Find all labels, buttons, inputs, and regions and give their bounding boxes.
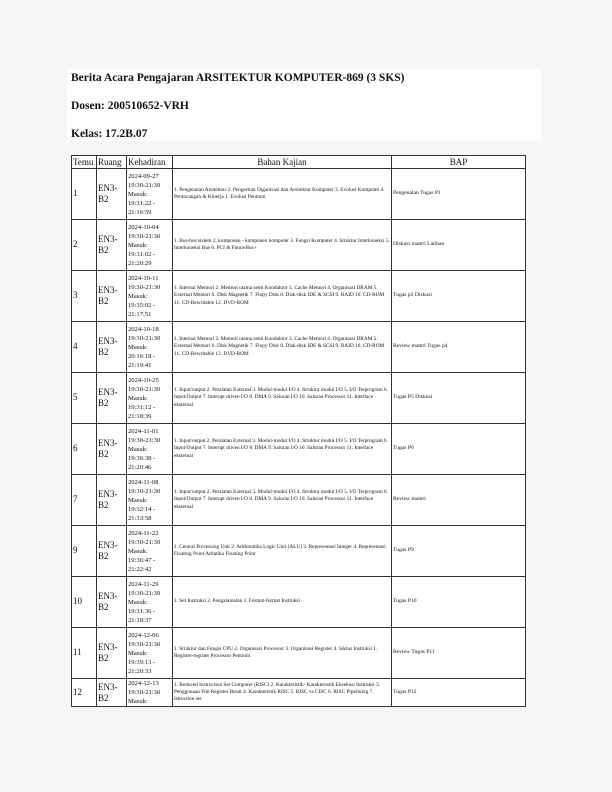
- attendance-time: 19:30-21:30: [128, 385, 161, 393]
- attendance-time: 19:30-21:30: [128, 538, 161, 546]
- attendance-masuk: Masuk:: [128, 394, 148, 402]
- meeting-number: 11: [72, 628, 97, 679]
- bap-cell: Tugas P6: [392, 424, 526, 475]
- bap-cell: Tugas p3 Diskusi: [392, 271, 526, 322]
- meeting-number: 9: [72, 526, 97, 577]
- attendance-masuk: Masuk:: [128, 190, 148, 198]
- meeting-number: 10: [72, 577, 97, 628]
- meeting-number: 1: [72, 169, 97, 220]
- class-id: Kelas: 17.2B.07: [71, 128, 148, 140]
- table-row: [72, 679, 526, 707]
- room-cell: EN3-B2: [97, 526, 127, 577]
- attendance-cell: [127, 373, 173, 424]
- attendance-date: 2024-11-08: [128, 478, 159, 486]
- table-row: [72, 220, 526, 271]
- attendance-cell: [127, 679, 173, 707]
- table-row: [72, 169, 526, 220]
- attendance-hadir: 19:31:22 - 21:16:59: [128, 199, 156, 216]
- lecturer-id: Dosen: 200510652-VRH: [71, 100, 189, 112]
- course-material-cell: 1. Bus-bus sistem 2. komponen - komponen komputer 3. Fungsi Komputer 4. Struktur Interkoneksi 5. Interkoneksi Bus 6. PCI & FutureBus+: [173, 220, 392, 271]
- room-cell: EN3-B2: [97, 577, 127, 628]
- table-row: [72, 424, 526, 475]
- attendance-masuk: Masuk:: [128, 649, 148, 657]
- attendance-date: 2024-10-11: [128, 274, 159, 282]
- table-row: [72, 271, 526, 322]
- room-cell: EN3-B2: [97, 271, 127, 322]
- attendance-masuk: Masuk:: [128, 496, 148, 504]
- bap-cell: Pengenalan Tugas P1: [392, 169, 526, 220]
- attendance-time: 19:30-21:30: [128, 232, 161, 240]
- course-material-cell: 1. Set Instruksi 2. Pengalamatan 1. Format-format Instruksi: [173, 577, 392, 628]
- attendance-masuk: Masuk:: [128, 698, 148, 705]
- table-row: [72, 475, 526, 526]
- attendance-date: 2024-12-06: [128, 631, 159, 639]
- room-cell: EN3-B2: [97, 169, 127, 220]
- bap-cell: Tugas P9: [392, 526, 526, 577]
- course-material-cell: 1. Pengenalan Arsitektur 2. Pengertian Organisasi dan Arsitektur Komputer 3. Evolusi Komputer 4. Perancangan & Kinerja 1. Evolusi Pentium: [173, 169, 392, 220]
- col-header-kehadiran: Kehadiran: [127, 156, 173, 169]
- table-row: [72, 577, 526, 628]
- table-row: [72, 322, 526, 373]
- attendance-hadir: 19:31:12 - 21:18:39: [128, 403, 156, 420]
- room-cell: EN3-B2: [97, 220, 127, 271]
- attendance-masuk: Masuk:: [128, 343, 148, 351]
- meeting-number: 3: [72, 271, 97, 322]
- course-material-cell: 1. Input/output 2. Peralatan External 3. Modul-modul I/O 4. Struktur modul I/O 5. I/O Terprogram 6. Input/Output 7. Interupt driven I/O 8. DMA 9. Saluran I/O 10. Saluran Processor 11. Interface eksternal: [173, 373, 392, 424]
- col-header-ruang: Ruang: [97, 156, 127, 169]
- attendance-time: 19:30-21:30: [128, 487, 161, 495]
- attendance-date: 2024-11-29: [128, 580, 159, 588]
- teaching-record-table: [71, 155, 526, 707]
- meeting-number: 4: [72, 322, 97, 373]
- bap-cell: Tugas P5 Diskusi: [392, 373, 526, 424]
- attendance-time: 19:30-21:30: [128, 181, 161, 189]
- attendance-cell: [127, 220, 173, 271]
- col-header-temu: Temu: [72, 156, 97, 169]
- attendance-cell: [127, 169, 173, 220]
- attendance-time: 19:30-21:30: [128, 436, 161, 444]
- attendance-time: 19:30-21:30: [128, 334, 161, 342]
- attendance-time: 19:30-21:30: [128, 283, 161, 291]
- room-cell: EN3-B2: [97, 424, 127, 475]
- bap-cell: Tugas P12: [392, 679, 526, 707]
- attendance-cell: [127, 526, 173, 577]
- attendance-hadir: 19:36:38 - 21:20:46: [128, 454, 156, 471]
- attendance-masuk: Masuk:: [128, 547, 148, 555]
- attendance-hadir: 19:32:14 - 21:33:58: [128, 505, 156, 522]
- attendance-cell: [127, 577, 173, 628]
- bap-cell: Review materi Tugas p4: [392, 322, 526, 373]
- course-material-cell: 1. Internal Memori 2. Memori utama semi Konduktor 3. Cache Memori 4. Organisasi DRAM 5. External Memori 6. Disk Magnetik 7. Flopy Disk 8. Disk-disk IDE & SCSI 9. RAID 10. CD-ROM 11. CD-Rewritable 12. DVD-ROM: [173, 271, 392, 322]
- course-material-cell: 1. Reduced Instruction Set Computer (RISC) 2. Karakteristik- Karakteristik Eksekusi Instruksi 3. Penggunaan File Register Besar 4. Karakteristik RISC 5. RISC vs CISC 6. RISC Pipelining 7. Istruction set: [173, 679, 392, 707]
- attendance-time: 19:30-21:30: [128, 689, 161, 696]
- attendance-cell: [127, 628, 173, 679]
- attendance-hadir: 19:31:36 - 21:18:37: [128, 607, 156, 624]
- attendance-cell: [127, 322, 173, 373]
- attendance-date: 2024-10-18: [128, 325, 159, 333]
- attendance-cell: [127, 271, 173, 322]
- col-header-bap: BAP: [392, 156, 526, 169]
- bap-cell: Review materi: [392, 475, 526, 526]
- attendance-date: 2024-12-13: [128, 680, 159, 687]
- course-material-cell: 1. Internal Memori 2. Memori utama semi Konduktor 3. Cache Memori 4. Organisasi DRAM 5. External Memori 6. Disk Magnetik 7. Flopy Disk 8. Disk-disk IDE & SCSI 9. RAID 10. CD-ROM 11. CD-Rewritable 12. DVD-ROM: [173, 322, 392, 373]
- attendance-masuk: Masuk:: [128, 445, 148, 453]
- bap-cell: Tugas P10: [392, 577, 526, 628]
- room-cell: EN3-B2: [97, 475, 127, 526]
- course-material-cell: 1. Input/output 2. Peralatan External 3. Modul-modul I/O 4. Struktur modul I/O 5. I/O Terprogram 6. Input/Output 7. Interupt driven I/O 8. DMA 9. Saluran I/O 10. Saluran Processor 11. Interface eksternal: [173, 475, 392, 526]
- table-row: [72, 628, 526, 679]
- document-header: [67, 69, 541, 141]
- bap-cell: Review Tugas P11: [392, 628, 526, 679]
- attendance-hadir: 19:36:47 - 21:22:42: [128, 556, 156, 573]
- attendance-date: 2024-09-27: [128, 172, 159, 180]
- meeting-number: 6: [72, 424, 97, 475]
- document-title: Berita Acara Pengajaran ARSITEKTUR KOMPUTER-869 (3 SKS): [71, 72, 405, 84]
- room-cell: EN3-B2: [97, 628, 127, 679]
- attendance-hadir: 20:16:18 - 21:19:41: [128, 352, 156, 369]
- table-row: [72, 373, 526, 424]
- attendance-hadir: 19:39:13 - 21:20:33: [128, 658, 156, 675]
- attendance-masuk: Masuk:: [128, 241, 148, 249]
- attendance-date: 2024-10-25: [128, 376, 159, 384]
- room-cell: EN3-B2: [97, 373, 127, 424]
- course-material-cell: 1. Input/output 2. Peralatan External 3. Modul-modul I/O 4. Struktur modul I/O 5. I/O Terprogram 6. Input/Output 7. Interupt driven I/O 8. DMA 9. Saluran I/O 10. Saluran Processor 11. Interface eksternal: [173, 424, 392, 475]
- bap-cell: Diskusi materi Latihan: [392, 220, 526, 271]
- attendance-cell: [127, 475, 173, 526]
- course-material-cell: 1. Struktur dan Fungsi CPU 2. Organisasi Processor 3. Organisasi Register 4. Siklus Instruksi 1. Register-register Processor Pentium: [173, 628, 392, 679]
- course-material-cell: 1. Central Processing Unit 2. Arithmatika Logic Unit (ALU) 3. Representasi Integer 4. Representasi Floating Point Aritatika Floating Point: [173, 526, 392, 577]
- attendance-date: 2024-10-04: [128, 223, 159, 231]
- attendance-hadir: 19:31:02 - 21:20:29: [128, 250, 156, 267]
- table-row: [72, 526, 526, 577]
- attendance-date: 2024-11-22: [128, 529, 159, 537]
- meeting-number: 12: [72, 679, 97, 707]
- attendance-time: 19:30-21:30: [128, 640, 161, 648]
- meeting-number: 7: [72, 475, 97, 526]
- attendance-masuk: Masuk:: [128, 292, 148, 300]
- meeting-number: 2: [72, 220, 97, 271]
- col-header-bahan-kajian: Bahan Kajian: [173, 156, 392, 169]
- attendance-hadir: 19:35:02 - 21:17:51: [128, 301, 156, 318]
- table-header-row: [72, 156, 526, 169]
- meeting-number: 5: [72, 373, 97, 424]
- room-cell: EN3-B2: [97, 679, 127, 707]
- attendance-cell: [127, 424, 173, 475]
- attendance-time: 19:30-21:30: [128, 589, 161, 597]
- room-cell: EN3-B2: [97, 322, 127, 373]
- attendance-masuk: Masuk:: [128, 598, 148, 606]
- attendance-date: 2024-11-01: [128, 427, 159, 435]
